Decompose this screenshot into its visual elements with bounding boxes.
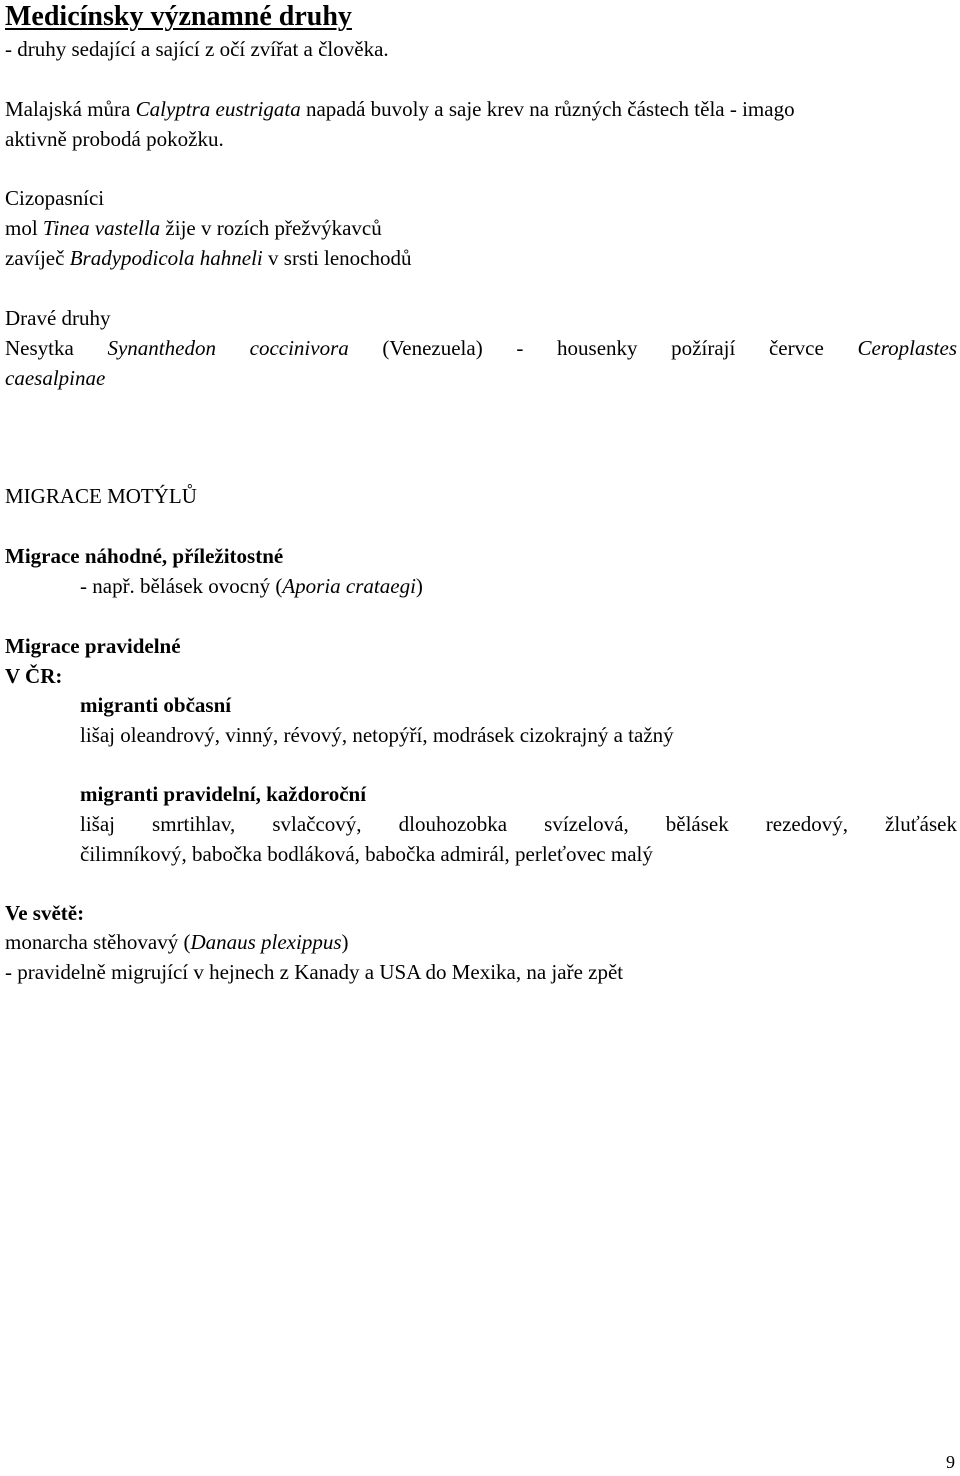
heading-annual-migrants: migranti pravidelní, každoroční [80, 782, 367, 806]
heading-regular-migration: Migrace pravidelné [5, 634, 181, 658]
paragraph-malaysian-moth-cont: aktivně probodá pokožku. [5, 127, 224, 151]
list-occasional-migrants: lišaj oleandrový, vinný, révový, netopýří, modrásek cizokrajný a tažný [80, 723, 674, 747]
list-annual-migrants-cont: čilimníkový, babočka bodláková, babočka admirál, perleťovec malý [80, 842, 653, 866]
paragraph-synanthedon: Nesytka Synanthedon coccinivora (Venezuela) - housenky požírají červce Ceroplastes [5, 336, 957, 360]
heading-czech-republic: V ČR: [5, 664, 63, 688]
paragraph-monarch: monarcha stěhovavý (Danaus plexippus) [5, 930, 349, 954]
list-annual-migrants: lišaj smrtihlav, svlačcový, dlouhozobka svízelová, bělásek rezedový, žluťásek [80, 812, 957, 836]
species-synanthedon: Synanthedon coccinivora [107, 336, 349, 360]
paragraph-tinea: mol Tinea vastella žije v rozích přežvýkavců [5, 216, 382, 240]
species-bradypodicola: Bradypodicola hahneli [69, 246, 263, 270]
species-aporia: Aporia crataegi [282, 574, 416, 598]
paragraph-synanthedon-cont [5, 363, 105, 393]
heading-occasional-migrants: migranti občasní [80, 693, 232, 717]
heading-parasites: Cizopasníci [5, 186, 105, 210]
paragraph-aporia: - např. bělásek ovocný (Aporia crataegi) [80, 574, 423, 598]
species-caesalpinae: caesalpinae [5, 366, 106, 390]
paragraph-malaysian-moth: Malajská můra Calyptra eustrigata napadá buvoly a saje krev na různých částech těla - imago [5, 97, 795, 121]
heading-world: Ve světě: [5, 901, 85, 925]
paragraph-monarch-note: - pravidelně migrující v hejnech z Kanady a USA do Mexika, na jaře zpět [5, 960, 624, 984]
paragraph-bradypodicola: zavíječ Bradypodicola hahneli v srsti lenochodů [5, 246, 412, 270]
species-danaus: Danaus plexippus [190, 930, 342, 954]
subtitle-medical: - druhy sedající a sající z očí zvířat a člověka. [5, 37, 389, 61]
species-calyptra: Calyptra eustrigata [135, 97, 301, 121]
species-ceroplastes: Ceroplastes [857, 336, 957, 360]
section-title-medical: Medicínsky významné druhy [5, 1, 352, 32]
species-tinea: Tinea vastella [42, 216, 161, 240]
heading-predatory: Dravé druhy [5, 306, 111, 330]
page-number: 9 [946, 1452, 955, 1472]
heading-random-migration: Migrace náhodné, příležitostné [5, 544, 284, 568]
heading-migration: MIGRACE MOTÝLŮ [5, 484, 197, 508]
